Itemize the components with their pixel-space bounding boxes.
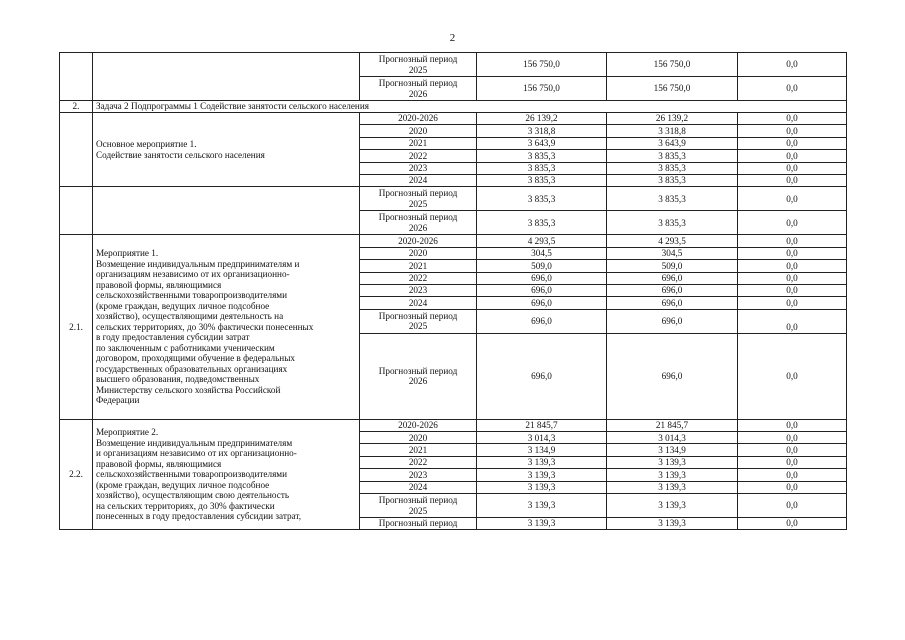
period-cell: 2020-2026 (360, 419, 477, 431)
value-cell: 156 750,0 (607, 53, 738, 77)
period-cell: Прогнозный период 2025 (360, 187, 477, 211)
value-cell: 0,0 (738, 53, 847, 77)
value-cell: 0,0 (738, 309, 847, 333)
period-cell: Прогнозный период (360, 518, 477, 530)
description-cell (93, 187, 360, 235)
value-cell: 0,0 (738, 444, 847, 456)
value-cell: 3 014,3 (607, 432, 738, 444)
value-cell: 304,5 (477, 247, 607, 259)
main-event-description: Основное мероприятие 1. Содействие занятости сельского населения (93, 113, 360, 187)
budget-table (59, 52, 847, 530)
period-cell: 2021 (360, 137, 477, 149)
value-cell: 696,0 (477, 297, 607, 309)
value-cell: 0,0 (738, 187, 847, 211)
period-cell: 2020 (360, 125, 477, 137)
number-cell (60, 113, 93, 187)
event-2-1-description: Мероприятие 1. Возмещение индивидуальным предпринимателям и организациям независимо от их организационно- правовой формы, являющимися сельскохозяйственными товаропроизводителями (кроме граждан, ведущих личное подсобное хозяйство), осуществляющими деятельность на сельских территориях, до 30% фактически понесенных в году предоставления субсидии затрат по заключенным с работниками ученическим договором, проходящими обучение в федеральных государственных образовательных организациях высшего образования, подведомственных Министерству сельского хозяйства Российской Федерации (93, 235, 360, 419)
value-cell: 156 750,0 (607, 77, 738, 101)
value-cell: 3 139,3 (607, 481, 738, 493)
value-cell: 3 139,3 (607, 494, 738, 518)
value-cell: 3 643,9 (607, 137, 738, 149)
value-cell: 0,0 (738, 235, 847, 247)
value-cell: 26 139,2 (477, 113, 607, 125)
period-cell: Прогнозный период 2026 (360, 211, 477, 235)
value-cell: 696,0 (477, 333, 607, 419)
value-cell: 0,0 (738, 419, 847, 431)
value-cell: 509,0 (607, 260, 738, 272)
number-cell (60, 53, 93, 101)
event-2-2-description: Мероприятие 2. Возмещение индивидуальным предпринимателям и организациям независимо от их организационно- правовой формы, являющимися сельскохозяйственными товаропроизводителями (кроме граждан, ведущих личное подсобное хозяйство), осуществляющим свою деятельность на сельских территориях, до 30% фактически понесенных в году предоставления субсидии затрат, (93, 419, 360, 530)
value-cell: 3 318,8 (607, 125, 738, 137)
period-cell: 2024 (360, 174, 477, 186)
value-cell: 509,0 (477, 260, 607, 272)
value-cell: 3 835,3 (477, 187, 607, 211)
value-cell: 0,0 (738, 481, 847, 493)
task-row (60, 101, 847, 113)
period-cell: 2022 (360, 150, 477, 162)
value-cell: 696,0 (607, 309, 738, 333)
period-cell: 2022 (360, 272, 477, 284)
value-cell: 3 835,3 (607, 174, 738, 186)
period-cell: 2021 (360, 260, 477, 272)
value-cell: 304,5 (607, 247, 738, 259)
value-cell: 3 139,3 (607, 518, 738, 530)
period-cell: 2023 (360, 469, 477, 481)
value-cell: 0,0 (738, 211, 847, 235)
value-cell: 3 835,3 (477, 162, 607, 174)
value-cell: 3 014,3 (477, 432, 607, 444)
value-cell: 3 835,3 (477, 211, 607, 235)
period-cell: 2024 (360, 481, 477, 493)
period-cell: Прогнозный период 2026 (360, 333, 477, 419)
value-cell: 0,0 (738, 297, 847, 309)
value-cell: 0,0 (738, 247, 847, 259)
period-cell: 2023 (360, 284, 477, 296)
period-cell: 2022 (360, 456, 477, 468)
value-cell: 3 835,3 (477, 150, 607, 162)
value-cell: 0,0 (738, 174, 847, 186)
period-cell: Прогнозный период 2026 (360, 77, 477, 101)
value-cell: 0,0 (738, 77, 847, 101)
task-number: 2. (60, 101, 93, 113)
value-cell: 3 318,8 (477, 125, 607, 137)
value-cell: 0,0 (738, 260, 847, 272)
description-cell (93, 53, 360, 101)
value-cell: 3 139,3 (477, 518, 607, 530)
number-cell (60, 187, 93, 235)
table-row (60, 113, 847, 125)
value-cell: 4 293,5 (477, 235, 607, 247)
value-cell: 0,0 (738, 469, 847, 481)
period-cell: 2020-2026 (360, 113, 477, 125)
value-cell: 696,0 (607, 272, 738, 284)
value-cell: 0,0 (738, 333, 847, 419)
period-cell: Прогнозный период 2025 (360, 53, 477, 77)
value-cell: 696,0 (607, 333, 738, 419)
value-cell: 3 835,3 (607, 150, 738, 162)
value-cell: 3 134,9 (607, 444, 738, 456)
value-cell: 21 845,7 (477, 419, 607, 431)
value-cell: 3 835,3 (607, 162, 738, 174)
table-row (60, 419, 847, 431)
table-row (60, 187, 847, 211)
event-number: 2.2. (60, 419, 93, 530)
value-cell: 3 643,9 (477, 137, 607, 149)
value-cell: 3 835,3 (477, 174, 607, 186)
event-number: 2.1. (60, 235, 93, 419)
value-cell: 3 139,3 (607, 469, 738, 481)
value-cell: 26 139,2 (607, 113, 738, 125)
period-cell: 2021 (360, 444, 477, 456)
value-cell: 0,0 (738, 125, 847, 137)
value-cell: 3 835,3 (607, 211, 738, 235)
value-cell: 3 139,3 (607, 456, 738, 468)
table-row (60, 53, 847, 77)
value-cell: 0,0 (738, 284, 847, 296)
value-cell: 0,0 (738, 137, 847, 149)
task-title: Задача 2 Подпрограммы 1 Содействие занятости сельского населения (93, 101, 847, 113)
period-cell: Прогнозный период 2025 (360, 494, 477, 518)
value-cell: 0,0 (738, 494, 847, 518)
value-cell: 0,0 (738, 113, 847, 125)
value-cell: 21 845,7 (607, 419, 738, 431)
period-cell: 2020 (360, 247, 477, 259)
value-cell: 0,0 (738, 272, 847, 284)
value-cell: 0,0 (738, 456, 847, 468)
value-cell: 4 293,5 (607, 235, 738, 247)
period-cell: 2020 (360, 432, 477, 444)
value-cell: 696,0 (607, 284, 738, 296)
value-cell: 156 750,0 (477, 77, 607, 101)
value-cell: 3 139,3 (477, 481, 607, 493)
value-cell: 3 835,3 (607, 187, 738, 211)
value-cell: 156 750,0 (477, 53, 607, 77)
value-cell: 3 139,3 (477, 469, 607, 481)
value-cell: 3 139,3 (477, 456, 607, 468)
period-cell: Прогнозный период 2025 (360, 309, 477, 333)
value-cell: 0,0 (738, 150, 847, 162)
table-row (60, 235, 847, 247)
value-cell: 696,0 (607, 297, 738, 309)
period-cell: 2024 (360, 297, 477, 309)
page-number: 2 (449, 32, 456, 44)
value-cell: 0,0 (738, 432, 847, 444)
period-cell: 2023 (360, 162, 477, 174)
value-cell: 696,0 (477, 309, 607, 333)
value-cell: 696,0 (477, 272, 607, 284)
value-cell: 0,0 (738, 162, 847, 174)
value-cell: 3 139,3 (477, 494, 607, 518)
value-cell: 3 134,9 (477, 444, 607, 456)
period-cell: 2020-2026 (360, 235, 477, 247)
value-cell: 696,0 (477, 284, 607, 296)
value-cell: 0,0 (738, 518, 847, 530)
